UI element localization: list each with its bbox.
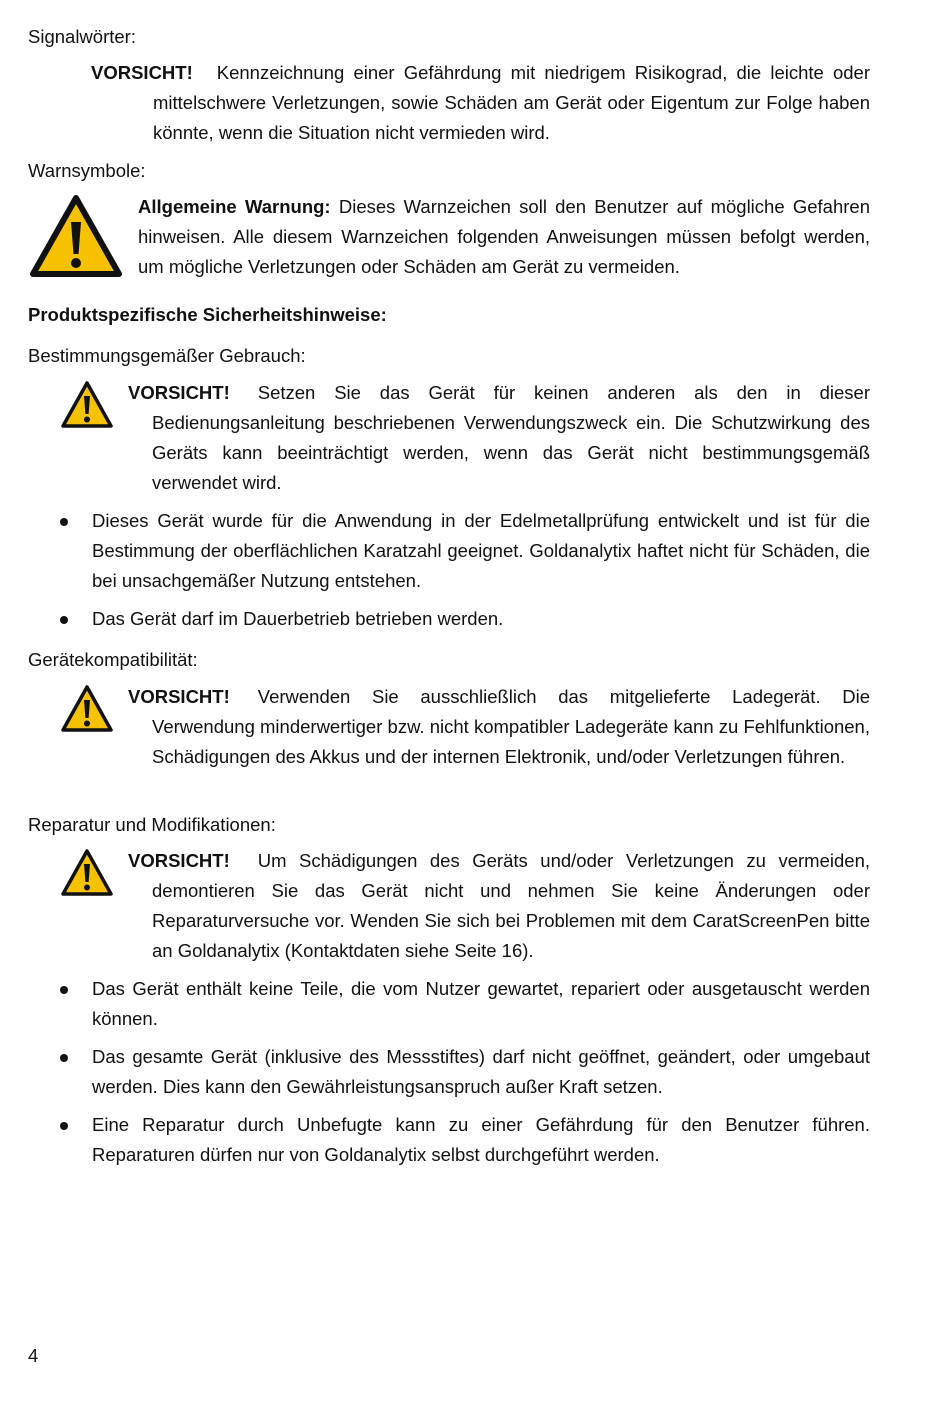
bullet-marker: [59, 1121, 71, 1133]
caution-compatibility: [128, 682, 870, 772]
section-heading-repair: Reparatur und Modifikationen:: [28, 814, 276, 835]
bullet-marker: [59, 517, 71, 529]
general-warning-label: Allgemeine Warnung:: [138, 196, 331, 217]
warning-triangle-icon: [60, 848, 114, 898]
caution-text: Verwenden Sie ausschließlich das mitgelieferte Ladegerät. Die Verwendung minderwertiger bzw. nicht kompatibler Ladegeräte kann zu Fehlfunktionen, Schädigungen des Akkus und der internen Elektronik, und/oder Verletzungen führen.: [152, 686, 870, 767]
caution-text: Um Schädigungen des Geräts und/oder Verletzungen zu vermeiden, demontieren Sie das Gerät nicht und nehmen Sie keine Änderungen oder Reparaturversuche vor. Wenden Sie sich bei Problemen mit dem CaratScreenPen bitte an Goldanalytix (Kontaktdaten siehe Seite 16).: [152, 850, 870, 961]
warning-triangle-icon: [60, 684, 114, 734]
list-item: Eine Reparatur durch Unbefugte kann zu einer Gefährdung für den Benutzer führen. Reparaturen dürfen nur von Goldanalytix selbst durchgeführt werden.: [92, 1114, 870, 1165]
bullet-marker: [59, 615, 71, 627]
caution-label: VORSICHT!: [128, 686, 230, 707]
caution-label: VORSICHT!: [128, 850, 230, 871]
section-heading-intended-use: Bestimmungsgemäßer Gebrauch:: [28, 345, 306, 366]
vorsicht-definition: Kennzeichnung einer Gefährdung mit niedrigem Risikograd, die leichte oder mittelschwere Verletzungen, sowie Schäden am Gerät oder Eigentum zur Folge haben könnte, wenn die Situation nicht vermieden wird.: [153, 62, 870, 143]
caution-repair: [128, 846, 870, 966]
caution-label: VORSICHT!: [128, 382, 230, 403]
list-item: Das gesamte Gerät (inklusive des Messstiftes) darf nicht geöffnet, geändert, oder umgebaut werden. Dies kann den Gewährleistungsanspruch außer Kraft setzen.: [92, 1046, 870, 1097]
section-heading-product-safety: Produktspezifische Sicherheitshinweise:: [28, 304, 387, 325]
warning-triangle-icon: [60, 380, 114, 430]
vorsicht-label: VORSICHT!: [91, 62, 193, 83]
list-item: Das Gerät enthält keine Teile, die vom Nutzer gewartet, repariert oder ausgetauscht werden können.: [92, 978, 870, 1029]
caution-text: Setzen Sie das Gerät für keinen anderen als den in dieser Bedienungsanleitung beschriebenen Verwendungszweck ein. Die Schutzwirkung des Geräts kann beeinträchtigt werden, wenn das Gerät nicht bestimmungsgemäß verwendet wird.: [152, 382, 870, 493]
bullet-marker: [59, 1053, 71, 1065]
caution-intended-use: [128, 378, 870, 498]
general-warning-block: [138, 192, 870, 282]
list-item: Das Gerät darf im Dauerbetrieb betrieben werden.: [92, 608, 504, 629]
list-item: Dieses Gerät wurde für die Anwendung in der Edelmetallprüfung entwickelt und ist für die Bestimmung der oberflächlichen Karatzahl geeignet. Goldanalytix haftet nicht für Schäden, die bei unsachgemäßer Nutzung entstehen.: [92, 510, 870, 591]
warning-triangle-icon: [29, 194, 123, 278]
section-heading-warning-symbols: Warnsymbole:: [28, 160, 146, 181]
bullet-marker: [59, 985, 71, 997]
signal-word-vorsicht: [91, 58, 870, 148]
section-heading-signal-words: Signalwörter:: [28, 26, 136, 47]
general-warning-text: Dieses Warnzeichen soll den Benutzer auf mögliche Gefahren hinweisen. Alle diesem Warnzeichen folgenden Anweisungen müssen befolgt werden, um mögliche Verletzungen oder Schäden am Gerät zu vermeiden.: [138, 196, 870, 277]
section-heading-compatibility: Gerätekompatibilität:: [28, 649, 198, 670]
page-number: 4: [28, 1345, 39, 1366]
